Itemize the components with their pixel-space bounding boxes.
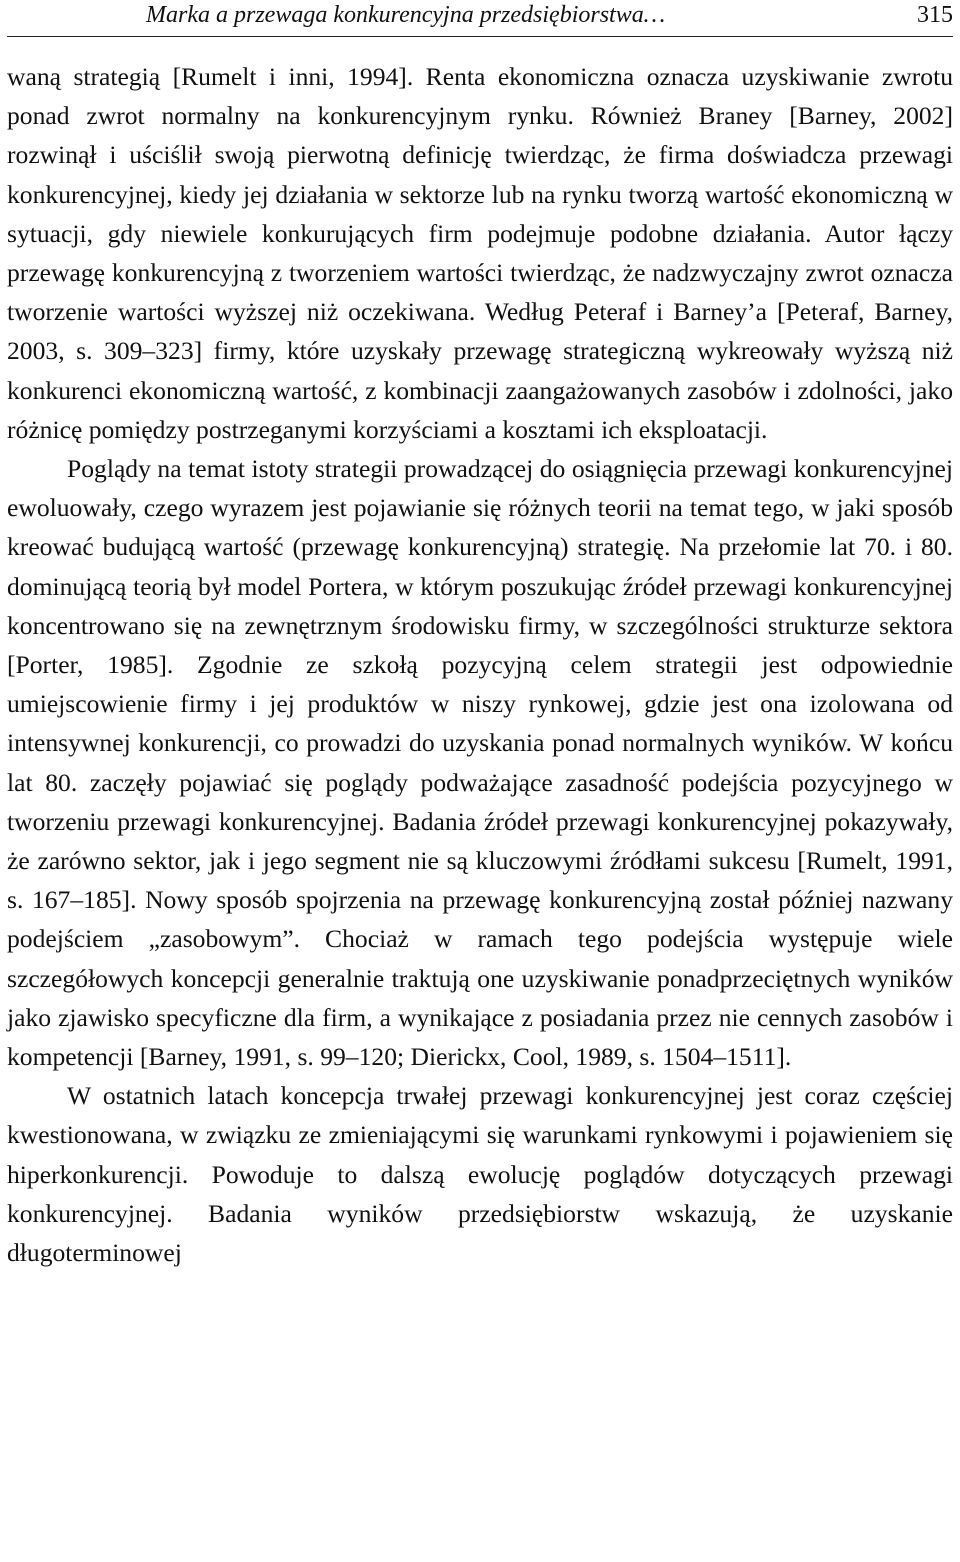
running-header-title: Marka a przewaga konkurencyjna przedsiębiorstwa… <box>146 2 666 28</box>
paragraph-hypercompetition: W ostatnich latach koncepcja trwałej przewagi konkurencyjnej jest coraz częściej kwestionowana, w związku ze zmieniającymi się warunkami rynkowymi i pojawieniem się hiperkonkurencji. Powoduje to dalszą ewolucję poglądów dotyczących przewagi konkurencyjnej. Badania wyników przedsiębiorstw wskazują, że uzyskanie długoterminowej <box>7 1081 953 1268</box>
paragraph-continuation: waną strategią [Rumelt i inni, 1994]. Renta ekonomiczna oznacza uzyskiwanie zwrotu ponad zwrot normalny na konkurencyjnym rynku. Również Braney [Barney, 2002] rozwinął i uściślił swoją pierwotną definicję twierdząc, że firma doświadcza przewagi konkurencyjnej, kiedy jej działania w sektorze lub na rynku tworzą wartość ekonomiczną w sytuacji, gdy niewiele konkurujących firm podejmuje podobne działania. Autor łączy przewagę konkurencyjną z tworzeniem wartości twierdząc, że nadzwyczajny zwrot oznacza tworzenie wartości wyższej niż oczekiwana. Według Peteraf i Barney’a [Peteraf, Barney, 2003, s. 309–323] firmy, które uzyskały przewagę strategiczną wykreowały wyższą niż konkurenci ekonomiczną wartość, z kombinacji zaangażowanych zasobów i zdolności, jako różnicę pomiędzy postrzeganymi korzyściami a kosztami ich eksploatacji. <box>7 62 953 444</box>
page-number: 315 <box>917 2 953 28</box>
running-header <box>7 0 953 37</box>
paragraph-competitive-advantage-theories: Poglądy na temat istoty strategii prowadzącej do osiągnięcia przewagi konkurencyjnej ewoluowały, czego wyrazem jest pojawianie się różnych teorii na temat tego, w jaki sposób kreować budującą wartość (przewagę konkurencyjną) strategię. Na przełomie lat 70. i 80. dominującą teorią był model Portera, w którym poszukując źródeł przewagi konkurencyjnej koncentrowano się na zewnętrznym środowisku firmy, w szczególności strukturze sektora [Porter, 1985]. Zgodnie ze szkołą pozycyjną celem strategii jest odpowiednie umiejscowienie firmy i jej produktów w niszy rynkowej, gdzie jest ona izolowana od intensywnej konkurencji, co prowadzi do uzyskania ponad normalnych wyników. W końcu lat 80. zaczęły pojawiać się poglądy podważające zasadność podejścia pozycyjnego w tworzeniu przewagi konkurencyjnej. Badania źródeł przewagi konkurencyjnej pokazywały, że zarówno sektor, jak i jego segment nie są kluczowymi źródłami sukcesu [Rumelt, 1991, s. 167–185]. Nowy sposób spojrzenia na przewagę konkurencyjną został później nazwany podejściem „zasobowym”. Chociaż w ramach tego podejścia występuje wiele szczegółowych koncepcji generalnie traktują one uzyskiwanie ponadprzeciętnych wyników jako zjawisko specyficzne dla firm, a wynikające z posiadania przez nie cennych zasobów i kompetencji [Barney, 1991, s. 99–120; Dierickx, Cool, 1989, s. 1504–1511]. <box>7 454 953 1072</box>
document-page <box>7 0 953 1272</box>
body-text <box>7 57 953 1272</box>
